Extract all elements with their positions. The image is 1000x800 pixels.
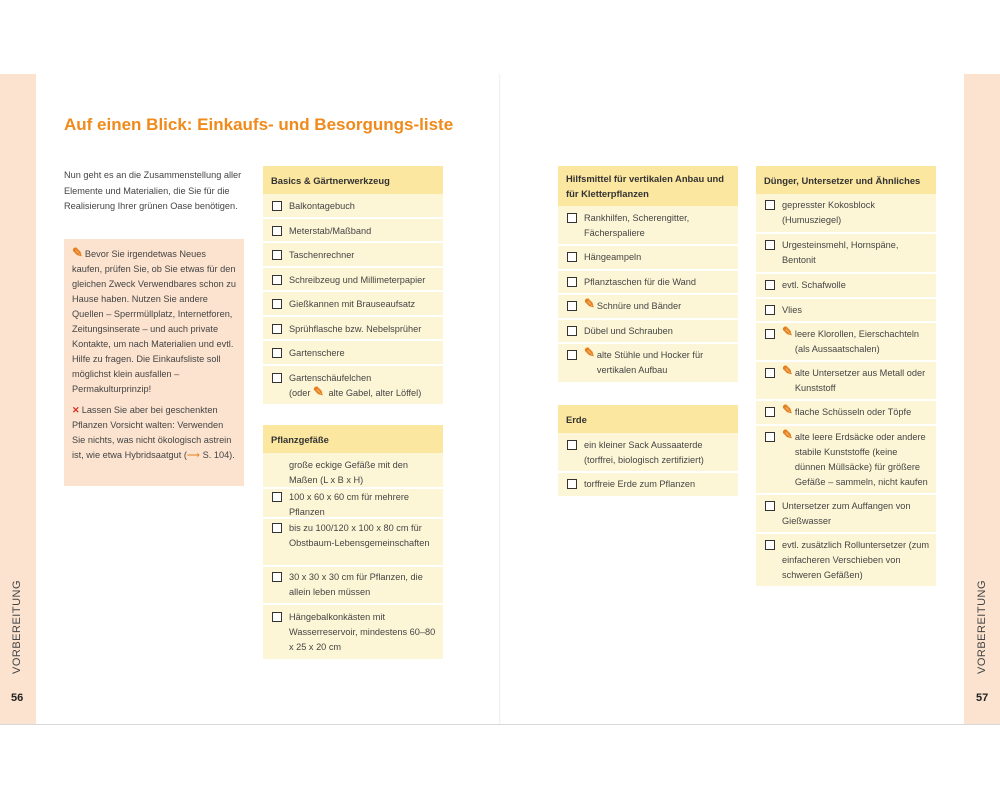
checklist-item[interactable]: evtl. zusätzlich Rolluntersetzer (zum einfacheren Verschieben von schweren Gefäßen) xyxy=(756,534,936,588)
checkbox[interactable] xyxy=(567,479,577,489)
card-vertical-growing-title: Hilfsmittel für vertikalen Anbau und für Kletterpflanzen xyxy=(558,166,738,206)
checkbox[interactable] xyxy=(765,305,775,315)
page-number-left: 56 xyxy=(11,692,24,704)
checkbox[interactable] xyxy=(765,540,775,550)
card-vertical-growing xyxy=(558,166,738,384)
checklist-item[interactable]: Balkontagebuch xyxy=(263,194,443,219)
checklist-item[interactable]: ✎ leere Klorollen, Eierschachteln (als Aussaatschalen) xyxy=(756,323,936,362)
checkbox[interactable] xyxy=(272,299,282,309)
page-number-right: 57 xyxy=(976,692,989,704)
checklist-item[interactable]: Vlies xyxy=(756,299,936,324)
checklist-item[interactable]: ein kleiner Sack Aussaaterde (torffrei, biologisch zertifiziert) xyxy=(558,433,738,473)
card-pflanzgefaesse-title: Pflanzgefäße xyxy=(263,425,443,453)
right-side-label: VORBEREITUNG xyxy=(976,579,988,674)
tip-box xyxy=(64,239,244,486)
checklist-item[interactable]: ✎ flache Schüsseln oder Töpfe xyxy=(756,401,936,426)
left-side-label: VORBEREITUNG xyxy=(11,579,23,674)
checkbox[interactable] xyxy=(272,250,282,260)
checkbox[interactable] xyxy=(765,368,775,378)
checklist-item[interactable]: Taschenrechner xyxy=(263,243,443,268)
checkbox[interactable] xyxy=(765,407,775,417)
card-erde xyxy=(558,405,738,498)
checklist-item[interactable]: torffreie Erde zum Pflanzen xyxy=(558,473,738,498)
checklist-item[interactable]: ✎ alte Stühle und Hocker für vertikalen Aufbau xyxy=(558,344,738,384)
cross-icon: ✕ xyxy=(72,405,80,415)
page-title: Auf einen Blick: Einkaufs- und Besorgungs-liste xyxy=(64,115,454,134)
checklist-item[interactable]: Gartenschere xyxy=(263,341,443,366)
warning-text: Lassen Sie aber bei geschenkten Pflanzen Vorsicht walten: Verwenden Sie nichts, was nicht ökologisch astrein ist, wie etwa Hybridsaatgut ( xyxy=(72,405,232,460)
checkbox[interactable] xyxy=(765,329,775,339)
checklist-item[interactable]: 100 x 60 x 60 cm für mehrere Pflanzen xyxy=(263,489,443,519)
checkbox[interactable] xyxy=(272,612,282,622)
checkbox[interactable] xyxy=(567,326,577,336)
checklist-item[interactable]: gepresster Kokosblock (Humusziegel) xyxy=(756,194,936,234)
pencil-icon: ✎ xyxy=(782,426,793,442)
checklist-item[interactable]: Sprühflasche bzw. Nebelsprüher xyxy=(263,317,443,342)
card-duenger-list xyxy=(756,194,936,588)
page-reference: S. 104). xyxy=(202,450,235,460)
checkbox[interactable] xyxy=(567,440,577,450)
checkbox[interactable] xyxy=(567,350,577,360)
checklist-item[interactable]: ✎ Schnüre und Bänder xyxy=(558,295,738,320)
checklist-item[interactable]: Urgesteinsmehl, Hornspäne, Bentonit xyxy=(756,234,936,274)
checkbox[interactable] xyxy=(272,373,282,383)
checkbox[interactable] xyxy=(272,226,282,236)
checkbox[interactable] xyxy=(765,200,775,210)
pencil-icon: ✎ xyxy=(782,363,793,378)
checklist-item[interactable]: Dübel und Schrauben xyxy=(558,320,738,345)
card-pflanzgefaesse xyxy=(263,425,443,661)
arrow-icon: ⟶ xyxy=(186,450,201,460)
checklist-item[interactable]: Hängebalkonkästen mit Wasserreservoir, mindestens 60–80 x 25 x 20 cm xyxy=(263,605,443,661)
pencil-icon: ✎ xyxy=(782,324,793,339)
checklist-item[interactable]: Rankhilfen, Scherengitter, Fächerspaliere xyxy=(558,206,738,246)
card-duenger-title: Dünger, Untersetzer und Ähnliches xyxy=(756,166,936,194)
checklist-item[interactable]: bis zu 100/120 x 100 x 80 cm für Obstbaum-Lebensgemeinschaften xyxy=(263,519,443,567)
pencil-icon: ✎ xyxy=(782,402,793,417)
card-basics-title: Basics & Gärtnerwerkzeug xyxy=(263,166,443,194)
checkbox[interactable] xyxy=(765,240,775,250)
checkbox[interactable] xyxy=(765,432,775,442)
checkbox[interactable] xyxy=(567,277,577,287)
checkbox[interactable] xyxy=(272,523,282,533)
checkbox[interactable] xyxy=(272,275,282,285)
tip-text: Bevor Sie irgendetwas Neues kaufen, prüfen Sie, ob Sie etwas für den gleichen Zweck Verwendbares schon zu Hause haben. Nutzen Sie andere Quellen – Sperrmüllplatz, Internetforen, Zeitungsinserate – und auch private Kontakte, um nach Materialien und evtl. Hilfe zu fragen. Die Einkaufsliste soll möglichst klein ausfallen – Permakulturprinzip! xyxy=(72,249,236,394)
warning-paragraph xyxy=(72,403,236,463)
checkbox[interactable] xyxy=(272,572,282,582)
checkbox[interactable] xyxy=(567,213,577,223)
card-basics xyxy=(263,166,443,406)
card-erde-title: Erde xyxy=(558,405,738,433)
card-basics-list xyxy=(263,194,443,406)
checklist-item[interactable]: ✎ alte Untersetzer aus Metall oder Kunststoff xyxy=(756,362,936,401)
pencil-icon: ✎ xyxy=(584,296,595,311)
checkbox[interactable] xyxy=(272,348,282,358)
checklist-item[interactable]: evtl. Schafwolle xyxy=(756,274,936,299)
checklist-item[interactable]: Hängeampeln xyxy=(558,246,738,271)
checkbox[interactable] xyxy=(272,492,282,502)
checkbox[interactable] xyxy=(567,301,577,311)
card-duenger xyxy=(756,166,936,588)
pencil-icon: ✎ xyxy=(72,245,83,260)
card-pflanzgefaesse-list xyxy=(263,453,443,661)
card-vertical-growing-list xyxy=(558,206,738,384)
checkbox[interactable] xyxy=(765,280,775,290)
card-erde-list xyxy=(558,433,738,498)
checklist-item[interactable]: Schreibzeug und Millimeterpapier xyxy=(263,268,443,293)
pencil-icon: ✎ xyxy=(584,345,595,360)
checklist-item: große eckige Gefäße mit den Maßen (L x B x H) xyxy=(263,453,443,489)
checklist-item[interactable]: Gießkannen mit Brauseaufsatz xyxy=(263,292,443,317)
checklist-item[interactable]: Meterstab/Maßband xyxy=(263,219,443,244)
checklist-item[interactable]: 30 x 30 x 30 cm für Pflanzen, die allein leben müssen xyxy=(263,567,443,605)
checklist-item[interactable]: ✎ alte leere Erdsäcke oder andere stabile Kunststoffe (keine dünnen Müllsäcke) für größere Gefäße – sammeln, nicht kaufen xyxy=(756,426,936,495)
tip-paragraph xyxy=(72,247,236,397)
pencil-icon: ✎ xyxy=(313,383,324,399)
intro-paragraph: Nun geht es an die Zusammenstellung aller Elemente und Materialien, die Sie für die Realisierung Ihrer grünen Oase benötigen. xyxy=(64,170,242,211)
checklist-item[interactable]: Untersetzer zum Auffangen von Gießwasser xyxy=(756,495,936,534)
checkbox[interactable] xyxy=(272,201,282,211)
checkbox[interactable] xyxy=(567,252,577,262)
checkbox[interactable] xyxy=(765,501,775,511)
checklist-item[interactable]: Gartenschäufelchen (oder ✎ alte Gabel, alter Löffel) xyxy=(263,366,443,406)
checklist-item[interactable]: Pflanztaschen für die Wand xyxy=(558,271,738,296)
checkbox[interactable] xyxy=(272,324,282,334)
page-gutter xyxy=(499,74,501,724)
